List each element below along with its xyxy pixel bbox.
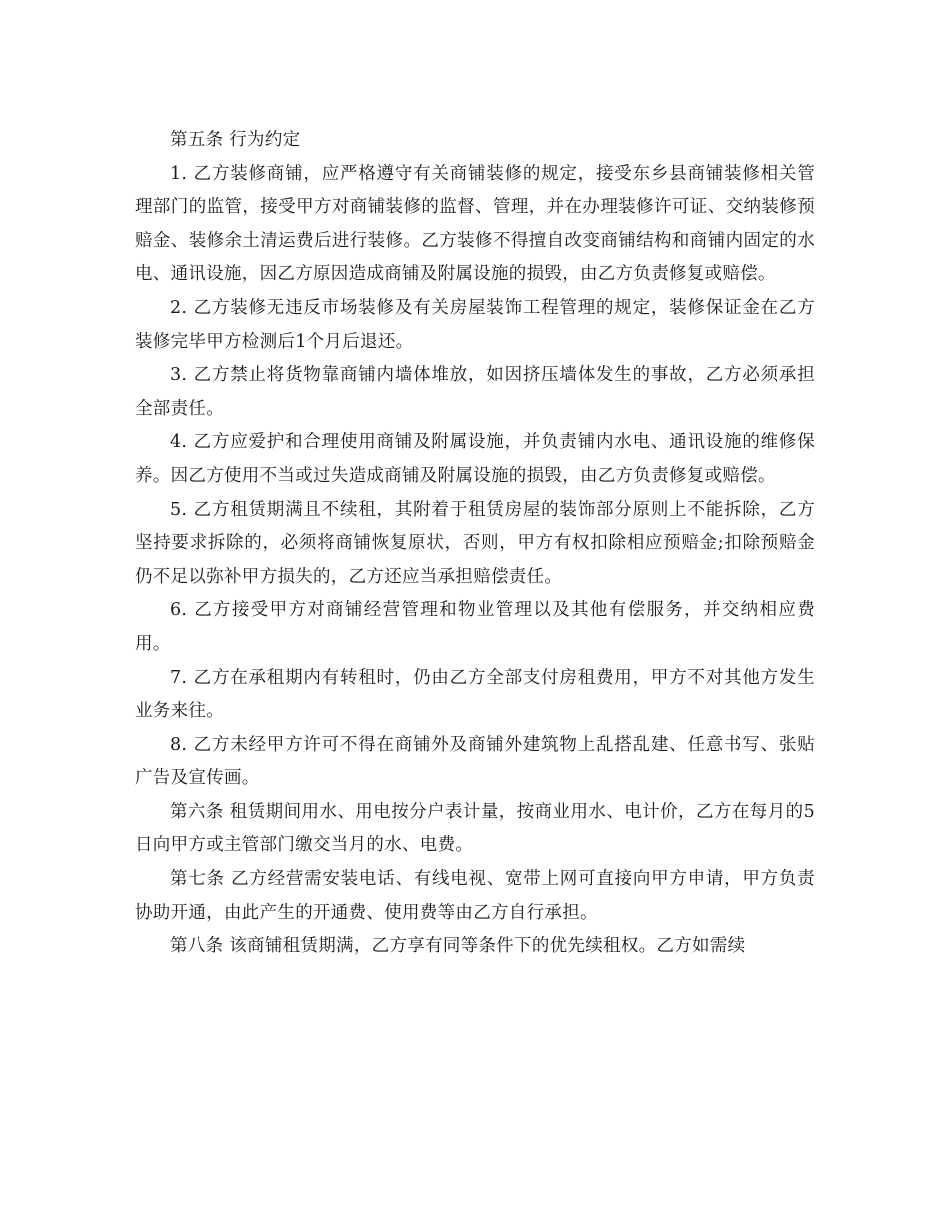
section-heading-article-5: 第五条 行为约定 bbox=[170, 130, 301, 150]
clause-7-paragraph: 7. 乙方在承租期内有转租时，仍由乙方全部支付房租费用，甲方不对其他方发生业务来往。 bbox=[135, 667, 815, 722]
clause-5-paragraph: 5. 乙方租赁期满且不续租，其附着于租赁房屋的装饰部分原则上不能拆除，乙方坚持要求拆除的，必须将商铺恢复原状，否则，甲方有权扣除相应预赔金;扣除预赔金仍不足以弥补甲方损失的，乙方还应当承担赔偿责任。 bbox=[135, 499, 815, 587]
clause-2-paragraph: 2. 乙方装修无违反市场装修及有关房屋装饰工程管理的规定，装修保证金在乙方装修完毕甲方检测后1个月后退还。 bbox=[135, 297, 815, 352]
clause-4-paragraph: 4. 乙方应爱护和合理使用商铺及附属设施，并负责铺内水电、通讯设施的维修保养。因乙方使用不当或过失造成商铺及附属设施的损毁，由乙方负责修复或赔偿。 bbox=[135, 432, 815, 486]
article-6-paragraph: 第六条 租赁期间用水、用电按分户表计量，按商业用水、电计价，乙方在每月的5日向甲方或主管部门缴交当月的水、电费。 bbox=[135, 801, 815, 856]
clause-3-paragraph: 3. 乙方禁止将货物靠商铺内墙体堆放，如因挤压墙体发生的事故，乙方必须承担全部责任。 bbox=[135, 365, 815, 419]
clause-1-paragraph: 1. 乙方装修商铺，应严格遵守有关商铺装修的规定，接受东乡县商铺装修相关管理部门的监管，接受甲方对商铺装修的监督、管理，并在办理装修许可证、交纳装修预赔金、装修余土清运费后进行装修。乙方装修不得擅自改变商铺结构和商铺内固定的水电、通讯设施，因乙方原因造成商铺及附属设施的损毁，由乙方负责修复或赔偿。 bbox=[135, 163, 815, 285]
clause-6-paragraph: 6. 乙方接受甲方对商铺经营管理和物业管理以及其他有偿服务，并交纳相应费用。 bbox=[135, 600, 815, 654]
article-8-paragraph: 第八条 该商铺租赁期满，乙方享有同等条件下的优先续租权。乙方如需续 bbox=[170, 936, 746, 957]
document-body bbox=[135, 124, 815, 964]
article-7-paragraph: 第七条 乙方经营需安装电话、有线电视、宽带上网可直接向甲方申请，甲方负责协助开通，由此产生的开通费、使用费等由乙方自行承担。 bbox=[135, 869, 815, 923]
clause-8-paragraph: 8. 乙方未经甲方许可不得在商铺外及商铺外建筑物上乱搭乱建、任意书写、张贴广告及宣传画。 bbox=[135, 734, 815, 789]
